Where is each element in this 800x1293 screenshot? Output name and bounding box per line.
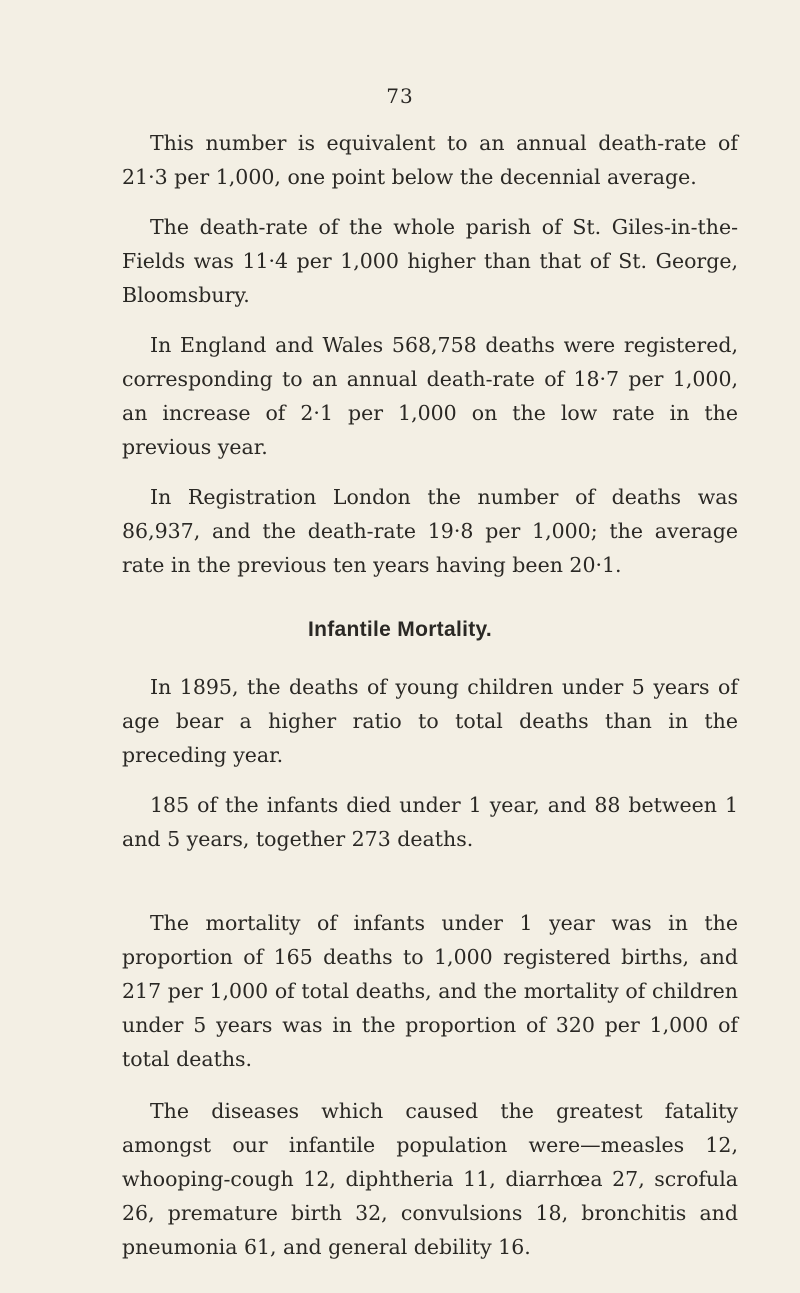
paragraph-infant-mortality-proportion: [122, 906, 738, 1076]
paragraph-text: The mortality of infants under 1 year was in the proportion of 165 deaths to 1,000 registered births, and 217 per 1,000 of total deaths, and the mortality of children under 5 years was in the proportion of 320 per 1,000 of total deaths.: [122, 911, 738, 1071]
paragraph-young-children-ratio: [122, 670, 738, 772]
paragraph-text: In Registration London the number of deaths was 86,937, and the death-rate 19·8 per 1,000; the average rate in the previous ten years having been 20·1.: [122, 485, 738, 577]
paragraph-registration-london: [122, 480, 738, 582]
section-heading: Infantile Mortality.: [307, 618, 493, 641]
paragraph-text: This number is equivalent to an annual death-rate of 21·3 per 1,000, one point below the decennial average.: [122, 131, 738, 189]
paragraph-text: In 1895, the deaths of young children under 5 years of age bear a higher ratio to total deaths than in the preceding year.: [122, 675, 738, 767]
paragraph-diseases-fatality: [122, 1094, 738, 1264]
paragraph-text: The death-rate of the whole parish of St. Giles-in-the-Fields was 11·4 per 1,000 higher than that of St. George, Bloomsbury.: [122, 215, 738, 307]
paragraph-infant-deaths-count: [122, 788, 738, 856]
paragraph-text: 185 of the infants died under 1 year, and 88 between 1 and 5 years, together 273 deaths.: [122, 793, 738, 851]
paragraph-text: In England and Wales 568,758 deaths were registered, corresponding to an annual death-rate of 18·7 per 1,000, an increase of 2·1 per 1,000 on the low rate in the previous year.: [122, 333, 738, 459]
paragraph-england-wales: [122, 328, 738, 464]
paragraph-death-rate-average: [122, 126, 738, 194]
paragraph-text: The diseases which caused the greatest fatality amongst our infantile population were—measles 12, whooping-cough 12, diphtheria 11, diarrhœa 27, scrofula 26, premature birth 32, convulsions 18, bronchitis and pneumonia 61, and general debility 16.: [122, 1099, 738, 1259]
paragraph-parish-comparison: [122, 210, 738, 312]
page-number: 73: [386, 84, 414, 108]
